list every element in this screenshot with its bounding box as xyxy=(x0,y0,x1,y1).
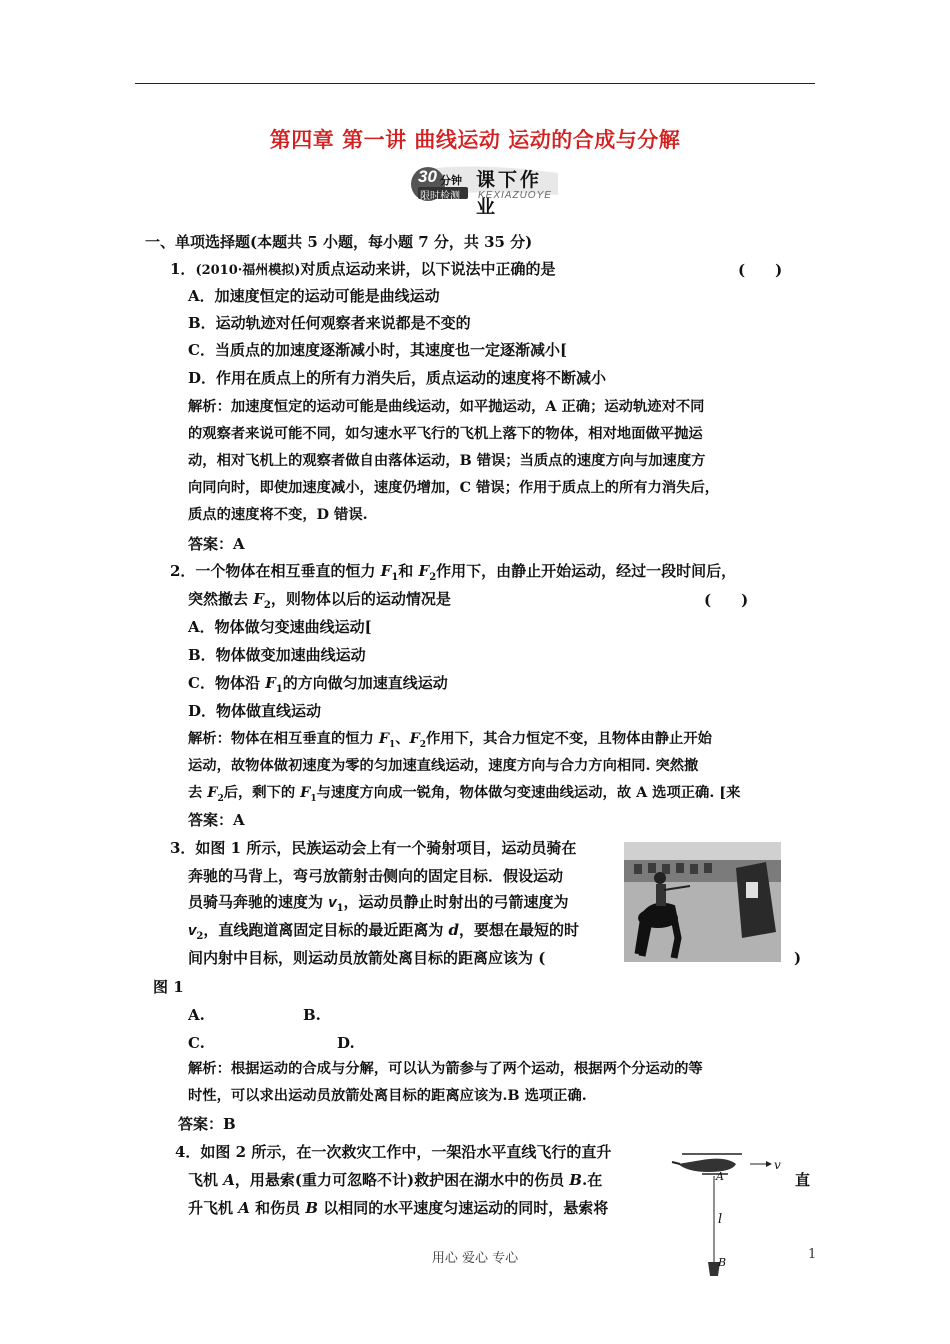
q1-analysis-line: 的观察者来说可能不同，如匀速水平飞行的飞机上落下的物体，相对地面做平抛运 xyxy=(188,426,703,442)
q3-stem-line: 3．如图 1 所示，民族运动会上有一个骑射项目，运动员骑在 xyxy=(170,839,577,857)
q4-stem-line: 4．如图 2 所示，在一次救灾工作中，一架沿水平直线飞行的直升 xyxy=(175,1143,612,1161)
velocity-label: v xyxy=(774,1158,781,1172)
rope-length-label: l xyxy=(718,1212,723,1227)
q3-option-d: D. xyxy=(337,1034,355,1052)
horse-archery-photo xyxy=(624,842,781,962)
q3-figure-caption: 图 1 xyxy=(153,978,184,996)
q3-analysis-line: 时性，可以求出运动员放箭处离目标的距离应该为.B 选项正确. xyxy=(188,1088,587,1104)
point-b-label: B xyxy=(718,1256,727,1269)
page-title: 第四章 第一讲 曲线运动 运动的合成与分解 xyxy=(269,127,681,152)
q3-stem-line: 间内射中目标，则运动员放箭处离目标的距离应该为 ( xyxy=(188,949,546,967)
badge-number: 30 xyxy=(418,167,437,186)
badge-sub: 限时检测 xyxy=(420,191,460,202)
q3-stem-line: 员骑马奔驰的速度为 $v_1$，运动员静止时射出的弓箭速度为 xyxy=(188,893,569,914)
q1-stem: 1．(2010·福州模拟)对质点运动来讲，以下说法中正确的是 xyxy=(170,260,556,278)
q3-stem-line: $v_2$，直线跑道离固定目标的最近距离为 d，要想在最短的时 xyxy=(188,921,580,942)
q2-answer-bracket: ( ) xyxy=(704,591,749,609)
q3-option-a: A. xyxy=(188,1006,205,1024)
page-number: 1 xyxy=(808,1247,817,1262)
page-footer: 用心 爱心 专心 xyxy=(431,1251,519,1266)
q2-analysis-line: 去 $F_2$后，剩下的 $F_1$与速度方向成一锐角，物体做匀变速曲线运动，故 A 选项正确. [来 xyxy=(188,785,741,804)
q3-stem-line: 奔驰的马背上，弯弓放箭射击侧向的固定目标．假设运动 xyxy=(188,867,564,885)
q1-option-b: B．运动轨迹对任何观察者来说都是不变的 xyxy=(188,314,471,332)
q1-analysis-line: 质点的速度将不变，D 错误. xyxy=(188,507,368,523)
homework-badge xyxy=(408,163,563,218)
q2-stem-line2: 突然撤去 $F_2$，则物体以后的运动情况是 xyxy=(188,590,451,611)
header-rule xyxy=(135,83,815,84)
q3-option-c: C. xyxy=(188,1034,205,1052)
section-heading: 一、单项选择题(本题共 5 小题，每小题 7 分，共 35 分) xyxy=(145,233,533,251)
q1-answer-bracket: ( ) xyxy=(738,261,783,279)
q3-answer-bracket-close: ) xyxy=(794,949,802,967)
q2-option-a: A．物体做匀变速曲线运动[ xyxy=(188,618,372,636)
q2-option-d: D．物体做直线运动 xyxy=(188,702,322,720)
q1-analysis-line: 向同向时，即使加速度减小，速度仍增加，C 错误；作用于质点上的所有力消失后， xyxy=(188,480,720,496)
badge-title: 课下作业 xyxy=(476,169,543,218)
q2-analysis-line: 运动，故物体做初速度为零的匀加速直线运动，速度方向与合力方向相同. 突然撤 xyxy=(188,758,699,774)
q1-option-d: D．作用在质点上的所有力消失后，质点运动的速度将不断减小 xyxy=(188,369,607,387)
q1-source: (2010·福州模拟) xyxy=(195,263,301,278)
q2-stem-line1: 2．一个物体在相互垂直的恒力 $F_1$和 $F_2$作用下，由静止开始运动，经过一段时间后， xyxy=(170,562,737,583)
q2-option-b: B．物体做变加速曲线运动 xyxy=(188,646,366,664)
q3-answer: 答案：B xyxy=(178,1115,236,1133)
horse-archer-illustration xyxy=(624,842,781,962)
q3-analysis-line: 解析：根据运动的合成与分解，可以认为箭参与了两个运动，根据两个分运动的等 xyxy=(188,1061,703,1077)
badge-unit: 分钟 xyxy=(440,174,462,187)
q2-analysis-line: 解析：物体在相互垂直的恒力 $F_1$、$F_2$作用下，其合力恒定不变，且物体由静止开始 xyxy=(188,731,712,750)
point-a-label: A xyxy=(716,1170,724,1183)
q1-analysis-line: 动，相对飞机上的观察者做自由落体运动，B 错误；当质点的速度方向与加速度方 xyxy=(188,453,706,469)
q4-stem-line: 飞机 A，用悬索(重力可忽略不计)救护困在湖水中的伤员 B.在 xyxy=(188,1171,603,1189)
q1-option-a: A．加速度恒定的运动可能是曲线运动 xyxy=(188,287,440,305)
q1-analysis-line: 解析：加速度恒定的运动可能是曲线运动，如平抛运动，A 正确；运动轨迹对不同 xyxy=(188,399,705,415)
q2-answer: 答案：A xyxy=(188,811,245,829)
q1-answer: 答案：A xyxy=(188,535,245,553)
badge-pinyin: KEXIAZUOYE xyxy=(478,190,552,201)
q4-stem-line: 升飞机 A 和伤员 B 以相同的水平速度匀速运动的同时，悬索将 xyxy=(188,1199,609,1217)
q2-option-c: C．物体沿 $F_1$的方向做匀加速直线运动 xyxy=(188,674,448,695)
q3-option-b: B. xyxy=(303,1006,321,1024)
q1-option-c: C．当质点的加速度逐渐减小时，其速度也一定逐渐减小[ xyxy=(188,341,568,359)
q4-stem-continuation: 直 xyxy=(795,1171,811,1189)
